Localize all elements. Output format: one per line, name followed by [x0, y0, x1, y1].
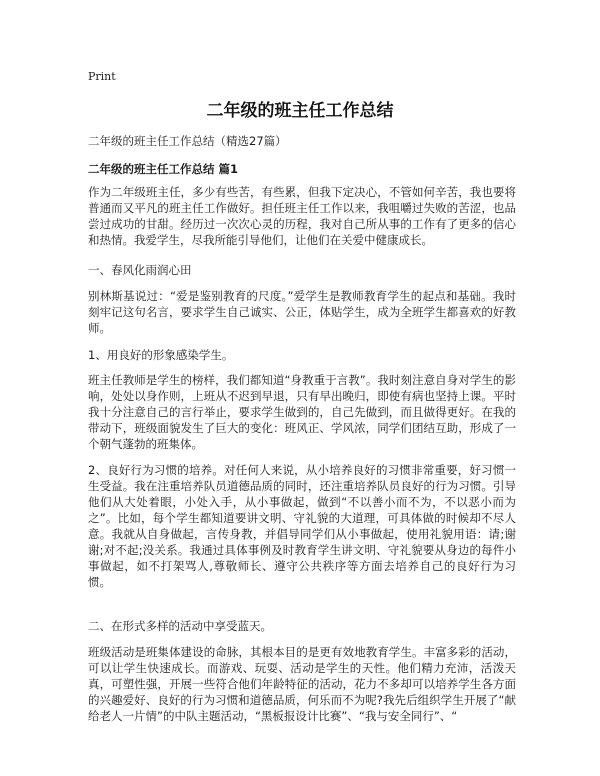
- paragraph-intro: 作为二年级班主任，多少有些苦，有些累，但我下定决心，不管如何辛苦，我也要将普通而又平凡的班主任工作做好。担任班主任工作以来，我咀嚼过失败的苦涩，也品尝过成功的甘甜。经历过一次次心灵的历程，我对自己所从事的工作有了更多的信心和热情。我爱学生，尽我所能引导他们，让他们在关爱中健康成长。: [88, 185, 516, 247]
- heading-good-image: 1、用良好的形象感染学生。: [88, 348, 234, 362]
- page-title: 二年级的班主任工作总结: [206, 101, 394, 121]
- paragraph-role-model: 班主任教师是学生的榜样，我们都知道“身教重于言教”。我时刻注意自身对学生的影响，处处以身作则，上班从不迟到早退，只有早出晚归，即使有病也坚持上课。平时我十分注意自己的言行举止，要求学生做到的，自己先做到，而且做得更好。在我的带动下，班级面貌发生了巨大的变化：班风正、学风浓，同学们团结互助，形成了一个朝气蓬勃的班集体。: [88, 373, 516, 451]
- paragraph-habits: 2、良好行为习惯的培养。对任何人来说，从小培养良好的习惯非常重要，好习惯一生受益。我在注重培养队员道德品质的同时，还注重培养队员良好的行为习惯。引导他们从大处着眼，小处入手，从小事做起，做到“不以善小而不为，不以恶小而为之”。比如，每个学生都知道要讲文明、守礼貌的大道理，可具体做的时候却不尽人意。我就从自身做起，言传身教，并倡导同学们从小事做起，使用礼貌用语：请;谢谢;对不起;没关系。我通过具体事例及时教育学生讲文明、守礼貌要从身边的每件小事做起，如不打架骂人,尊敬师长、遵守公共秩序等方面去培养自己的良好行为习惯。: [88, 463, 516, 589]
- document-subtitle: 二年级的班主任工作总结（精选27篇）: [88, 134, 287, 148]
- paragraph-activities: 班级活动是班集体建设的命脉，其根本目的是更有效地教育学生。丰富多彩的活动，可以让学生快速成长。而游戏、玩耍、活动是学生的天性。他们精力充沛，活泼天真，可塑性强，开展一些符合他们年龄特征的活动，花力不多却可以培养学生各方面的兴趣爱好、良好的行为习惯和道德品质，何乐而不为呢?我先后组织学生开展了“献给老人一片情”的中队主题活动，“黑板报设计比赛”、“我与安全同行”、“: [88, 645, 516, 723]
- paragraph-quote: 别林斯基说过：“爱是鉴别教育的尺度。”爱学生是教师教育学生的起点和基础。我时刻牢记这句名言，要求学生自己诚实、公正，体贴学生，成为全班学生都喜欢的好教师。: [88, 289, 516, 335]
- print-link[interactable]: Print: [88, 70, 116, 83]
- section-title: 二年级的班主任工作总结 篇1: [88, 162, 239, 176]
- heading-part-one: 一、春风化雨润心田: [88, 263, 192, 277]
- heading-part-two: 二、在形式多样的活动中享受蓝天。: [88, 619, 272, 633]
